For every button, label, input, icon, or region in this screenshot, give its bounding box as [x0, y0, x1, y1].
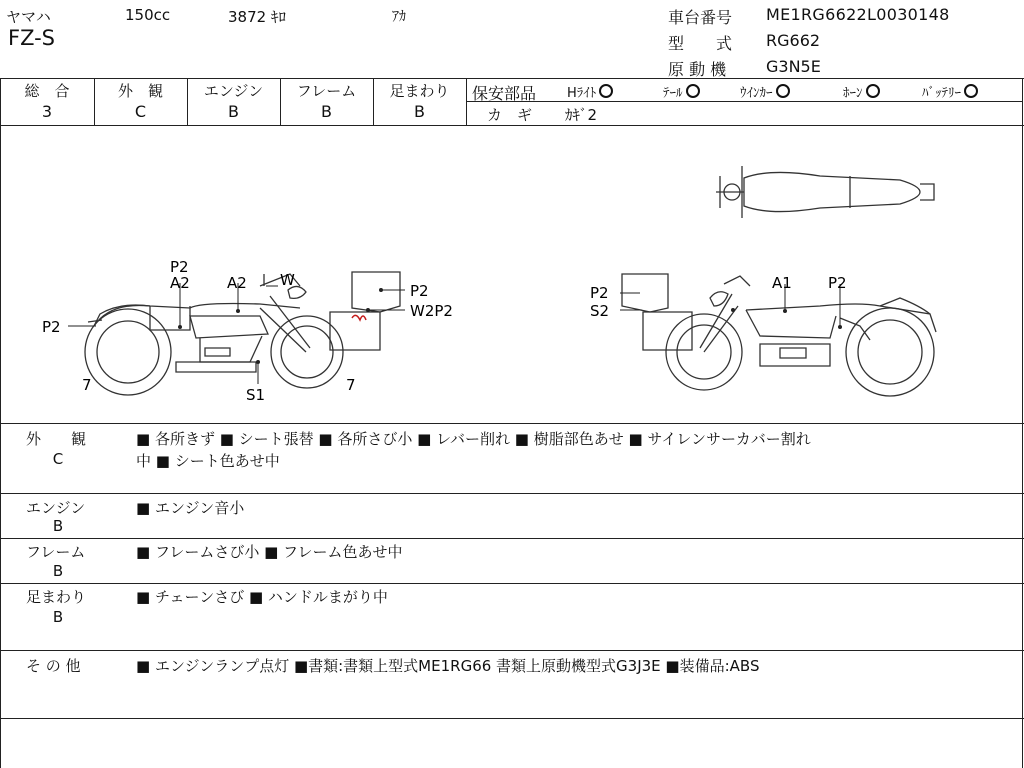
- left-label-p2-rear: P2: [42, 318, 61, 336]
- right-label-p2: P2: [590, 284, 609, 302]
- grade-engine-label: エンジン: [203, 82, 264, 100]
- divider: [0, 78, 1024, 79]
- grade-overall-value: 3: [41, 102, 53, 121]
- safety-horn-label: ﾎｰﾝ: [843, 86, 863, 101]
- grade-suspension-value: B: [414, 102, 425, 121]
- left-label-a2-mid: A2: [227, 274, 247, 292]
- left-label-7-left: 7: [82, 376, 92, 394]
- engine-model-value: G3N5E: [766, 57, 821, 76]
- left-label-s1: S1: [246, 386, 266, 404]
- safety-headlight: [567, 82, 613, 101]
- left-label-7-right: 7: [346, 376, 356, 394]
- ok-circle-icon: [686, 84, 700, 98]
- type-label: 型 式: [668, 34, 733, 53]
- left-label-p2-right: P2: [410, 282, 429, 300]
- grade-overall-label: 総 合: [24, 82, 70, 100]
- left-label-a2: A2: [170, 274, 190, 292]
- grade-frame-label: フレーム: [296, 82, 357, 100]
- grade-suspension-label: 足まわり: [389, 82, 450, 100]
- type-value: RG662: [766, 31, 821, 50]
- remark-text: ■ 各所きず ■ シート張替 ■ 各所さび小 ■ レバー削れ ■ 樹脂部色あせ ■ サイレンサーカバー割れ: [136, 430, 811, 448]
- right-label-p2-right: P2: [828, 274, 847, 292]
- remark-text: ■ チェーンさび ■ ハンドルまがり中: [136, 588, 388, 606]
- grade-engine-value: B: [228, 102, 239, 121]
- right-label-a1: A1: [772, 274, 792, 292]
- divider: [0, 493, 1024, 494]
- safety-winker-label: ｳｲﾝｶｰ: [740, 86, 773, 101]
- engine-model-label: 原 動 機: [668, 60, 727, 79]
- grade-frame-value: B: [321, 102, 332, 121]
- divider: [0, 583, 1024, 584]
- ok-circle-icon: [776, 84, 790, 98]
- grade-exterior-label: 外 観: [117, 82, 163, 100]
- remark-text: ■ フレームさび小 ■ フレーム色あせ中: [136, 543, 403, 561]
- remark-text: 中 ■ シート色あせ中: [136, 452, 280, 470]
- divider: [0, 538, 1024, 539]
- remark-grade: B: [52, 562, 64, 580]
- safety-parts-label: 保安部品: [472, 84, 537, 103]
- top-view-bike-drawing: [716, 166, 934, 218]
- safety-headlight-label: Hﾗｲﾄ: [567, 86, 597, 101]
- damage-marker: [352, 315, 366, 320]
- left-label-p2-top: P2: [170, 258, 189, 276]
- safety-horn: [843, 82, 880, 101]
- ok-circle-icon: [964, 84, 978, 98]
- left-label-w2p2: W2P2: [410, 302, 453, 320]
- safety-tail: [663, 82, 700, 101]
- safety-winker: [740, 82, 790, 101]
- remark-grade: B: [52, 517, 64, 535]
- mileage: 3872 ｷﾛ: [228, 8, 286, 26]
- remark-label: エンジン: [26, 499, 86, 517]
- motorcycle-diagram: [0, 126, 1024, 424]
- safety-battery-label: ﾊﾞｯﾃﾘｰ: [922, 86, 961, 101]
- left-label-w: W: [280, 271, 295, 289]
- frame-no-value: ME1RG6622L0030148: [766, 5, 950, 24]
- remark-grade: C: [52, 450, 64, 468]
- safety-tail-label: ﾃｰﾙ: [663, 86, 683, 101]
- remark-label: 足まわり: [26, 588, 87, 606]
- divider: [0, 423, 1024, 424]
- safety-battery: [922, 82, 978, 101]
- ok-circle-icon: [599, 84, 613, 98]
- displacement: 150cc: [125, 6, 171, 24]
- frame-no-label: 車台番号: [668, 8, 733, 27]
- remark-label: そ の 他: [26, 657, 81, 675]
- right-label-s2: S2: [590, 302, 610, 320]
- key-label: カ ギ: [487, 106, 533, 124]
- model-name: FZ-S: [8, 26, 56, 50]
- remark-label: 外 観: [26, 430, 87, 448]
- divider: [466, 101, 1022, 102]
- right-bike-drawing: [622, 274, 936, 396]
- ok-circle-icon: [866, 84, 880, 98]
- body-color: ｱｶ: [392, 9, 406, 25]
- grade-exterior-value: C: [134, 102, 147, 121]
- remark-text: ■ エンジンランプ点灯 ■書類:書類上型式ME1RG66 書類上原動機型式G3J3E ■装備品:ABS: [136, 657, 760, 675]
- key-value: ｶｷﾞ2: [565, 106, 598, 124]
- remark-label: フレーム: [26, 543, 86, 561]
- divider: [0, 718, 1024, 719]
- divider: [0, 650, 1024, 651]
- remark-grade: B: [52, 608, 64, 626]
- maker: ヤマハ: [6, 8, 51, 26]
- remark-text: ■ エンジン音小: [136, 499, 245, 517]
